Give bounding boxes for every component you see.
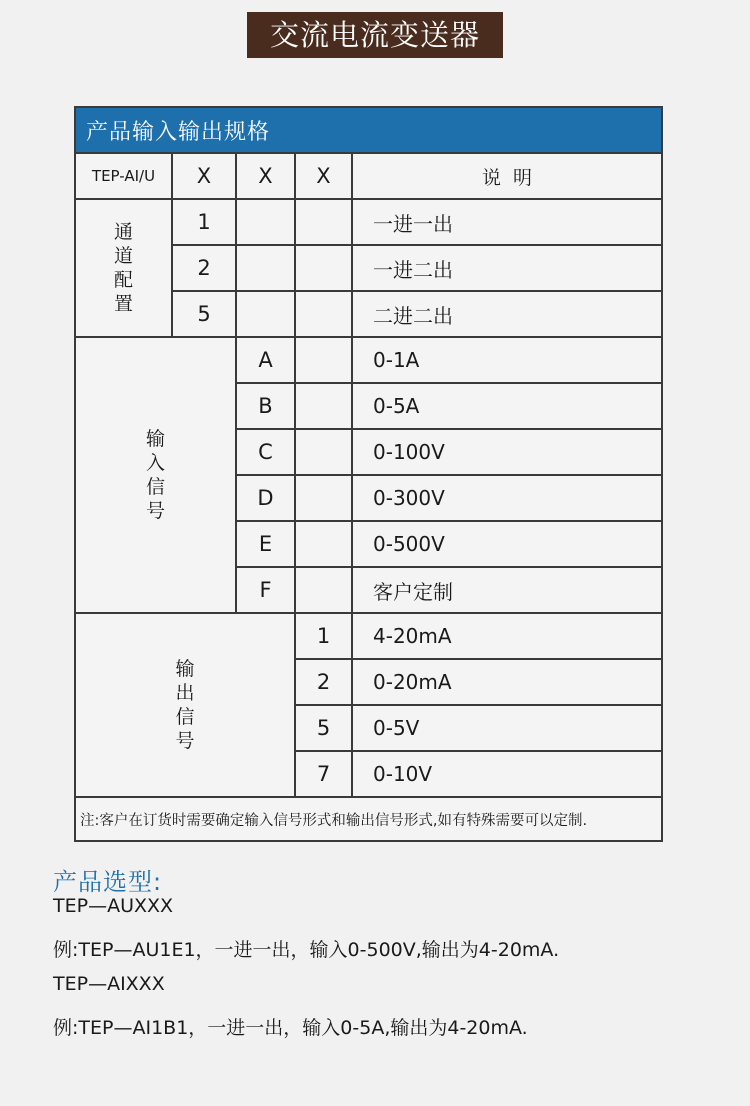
header-desc: 说 明	[352, 153, 662, 199]
channel-label-char: 置	[113, 293, 133, 315]
channel-label-char: 道	[113, 245, 133, 267]
output-desc: 0-20mA	[352, 659, 662, 705]
output-code: 1	[295, 613, 352, 659]
output-label-char: 信	[175, 706, 195, 728]
selection-title: 产品选型:	[53, 868, 163, 896]
header-model: TEP-AI/U	[75, 153, 172, 199]
empty-cell	[295, 429, 352, 475]
input-desc: 0-500V	[352, 521, 662, 567]
output-label-char: 号	[175, 730, 195, 752]
output-code: 5	[295, 705, 352, 751]
input-code: C	[236, 429, 295, 475]
channel-code: 1	[172, 199, 236, 245]
channel-desc: 一进二出	[352, 245, 662, 291]
input-label-char: 信	[145, 476, 165, 498]
input-code: F	[236, 567, 295, 613]
empty-cell	[295, 199, 352, 245]
input-code: D	[236, 475, 295, 521]
output-code: 7	[295, 751, 352, 797]
empty-cell	[295, 567, 352, 613]
input-desc: 0-5A	[352, 383, 662, 429]
input-label-char: 输	[145, 428, 165, 450]
header-x3: X	[295, 153, 352, 199]
selection-line: TEP—AUXXX	[53, 895, 174, 917]
output-desc: 0-5V	[352, 705, 662, 751]
empty-cell	[295, 383, 352, 429]
input-desc: 0-300V	[352, 475, 662, 521]
input-desc: 客户定制	[352, 567, 662, 613]
channel-code: 2	[172, 245, 236, 291]
selection-line: 例:TEP—AU1E1，一进一出，输入0-500V,输出为4-20mA.	[53, 939, 560, 961]
selection-line: 例:TEP—AI1B1，一进一出，输入0-5A,输出为4-20mA.	[53, 1017, 528, 1039]
output-desc: 0-10V	[352, 751, 662, 797]
empty-cell	[295, 475, 352, 521]
spec-table-title: 产品输入输出规格	[75, 107, 662, 153]
table-note: 注:客户在订货时需要确定输入信号形式和输出信号形式,如有特殊需要可以定制.	[75, 797, 662, 841]
output-label-char: 输	[175, 658, 195, 680]
spec-table	[74, 106, 663, 842]
header-x1: X	[172, 153, 236, 199]
selection-line: TEP—AIXXX	[53, 973, 165, 995]
channel-desc: 一进一出	[352, 199, 662, 245]
output-label	[75, 613, 295, 797]
input-label-char: 入	[145, 452, 165, 474]
empty-cell	[295, 291, 352, 337]
input-code: A	[236, 337, 295, 383]
input-desc: 0-100V	[352, 429, 662, 475]
channel-desc: 二进二出	[352, 291, 662, 337]
empty-cell	[295, 245, 352, 291]
output-label-char: 出	[175, 682, 195, 704]
input-label-char: 号	[145, 500, 165, 522]
input-code: E	[236, 521, 295, 567]
empty-cell	[236, 245, 295, 291]
channel-label-char: 通	[113, 221, 133, 243]
input-desc: 0-1A	[352, 337, 662, 383]
input-code: B	[236, 383, 295, 429]
empty-cell	[236, 199, 295, 245]
channel-label	[75, 199, 172, 337]
page-title-banner: 交流电流变送器	[247, 12, 503, 58]
output-code: 2	[295, 659, 352, 705]
header-x2: X	[236, 153, 295, 199]
empty-cell	[295, 521, 352, 567]
output-desc: 4-20mA	[352, 613, 662, 659]
empty-cell	[236, 291, 295, 337]
empty-cell	[295, 337, 352, 383]
input-label	[75, 337, 236, 613]
channel-code: 5	[172, 291, 236, 337]
channel-label-char: 配	[113, 269, 133, 291]
